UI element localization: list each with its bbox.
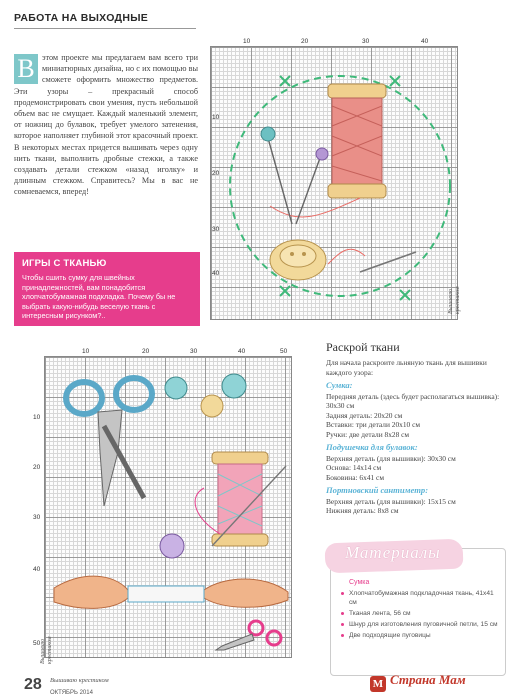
issue-date: ОКТЯБРЬ 2014 bbox=[50, 690, 93, 696]
bottom-x-tick: 20 bbox=[142, 348, 150, 355]
cutting-group-name: Портновский сантиметр: bbox=[326, 485, 429, 495]
top-x-tick: 30 bbox=[362, 38, 370, 45]
bottom-y-tick: 30 bbox=[33, 514, 41, 521]
list-item: Две подходящие пуговицы bbox=[341, 631, 503, 640]
page-number: 28 bbox=[24, 676, 42, 693]
bottom-y-tick: 40 bbox=[33, 566, 41, 573]
title-divider bbox=[14, 28, 196, 29]
bottom-x-tick: 10 bbox=[82, 348, 90, 355]
top-y-tick: 30 bbox=[212, 226, 220, 233]
cutting-line: Вставки: три детали 20x10 см bbox=[326, 420, 421, 429]
list-item: Тканая лента, 56 см bbox=[341, 609, 503, 618]
top-chart-credit: Вышиваю крестиком bbox=[448, 286, 461, 314]
top-y-tick: 10 bbox=[212, 114, 220, 121]
spool-and-pins-motif bbox=[210, 46, 458, 320]
tip-box-title: ИГРЫ С ТКАНЬЮ bbox=[22, 258, 107, 269]
cutting-instructions bbox=[326, 358, 504, 516]
section-title: РАБОТА НА ВЫХОДНЫЕ bbox=[14, 12, 149, 24]
watermark-text: Страна Мам bbox=[390, 672, 466, 687]
cutting-line: Верхняя деталь (для вышивки): 15x15 см bbox=[326, 496, 456, 506]
bottom-y-tick: 20 bbox=[33, 464, 41, 471]
top-x-tick: 40 bbox=[421, 38, 429, 45]
magazine-name: Вышиваю крестиком bbox=[50, 677, 109, 684]
top-y-tick: 40 bbox=[212, 270, 220, 277]
bottom-y-tick: 10 bbox=[33, 414, 41, 421]
intro-paragraph bbox=[14, 52, 198, 198]
top-y-tick: 20 bbox=[212, 170, 220, 177]
bottom-x-tick: 50 bbox=[280, 348, 288, 355]
top-x-tick: 20 bbox=[301, 38, 309, 45]
site-watermark[interactable] bbox=[370, 672, 466, 692]
list-item: Шнур для изготовления пуговичной петли, 15 см bbox=[341, 620, 503, 629]
bottom-y-tick: 50 bbox=[33, 640, 41, 647]
watermark-logo-icon: M bbox=[370, 676, 386, 692]
materials-subtitle: Сумка bbox=[349, 579, 370, 586]
tip-box bbox=[14, 252, 200, 326]
sewing-kit-motif bbox=[44, 356, 292, 658]
cutting-line: Верхняя деталь (для вышивки): 30x30 см bbox=[326, 453, 456, 463]
materials-list bbox=[341, 589, 503, 642]
cutting-title: Раскрой ткани bbox=[326, 340, 400, 354]
materials-box bbox=[330, 543, 506, 676]
bottom-x-tick: 30 bbox=[190, 348, 198, 355]
intro-text: этом проекте мы предлагаем вам всего три миниатюрных дизайна, но с их помощью вы сможете оформить множество предметов. Эти узоры – прекрасный способ продемонстрировать свои умения, пусть небольшой объем вас не смущает. Каждый маленький элемент, от ножниц до булавок, требует умелого затенения, которое наполняет глубиной этот красочный проект. В некоторых местах придется вышивать через одну нить ткани, выполнить дробные стежки, а также создавать детали стежком «назад иголку» и длинным стежком. Справитесь? Мы в вас не сомневаемся, вперед! bbox=[14, 53, 198, 197]
bottom-chart-credit: Вышиваю крестиком bbox=[40, 636, 53, 664]
cutting-line: Боковина: 6x41 см bbox=[326, 472, 385, 482]
cutting-line: Основа: 14x14 см bbox=[326, 463, 382, 472]
drop-cap: В bbox=[14, 54, 38, 84]
cutting-group-name: Сумка: bbox=[326, 380, 353, 390]
bottom-x-tick: 40 bbox=[238, 348, 246, 355]
top-x-tick: 10 bbox=[243, 38, 251, 45]
tip-box-text: Чтобы сшить сумку для швейных принадлежностей, вам понадобится хлопчатобумажная подкладка. Почему бы не выбрать какую-нибудь веселую ткань с интересным рисунком?.. bbox=[22, 273, 176, 321]
materials-title: Материалы bbox=[345, 543, 441, 562]
cutting-line: Задняя деталь: 20x20 см bbox=[326, 410, 403, 420]
cutting-group-name: Подушечка для булавок: bbox=[326, 442, 418, 452]
list-item: Хлопчатобумажная подкладочная ткань, 41x41 см bbox=[341, 589, 503, 607]
cutting-intro: Для начала раскроите льняную ткань для вышивки каждого узора: bbox=[326, 358, 487, 377]
cutting-line: Нижняя деталь: 8x8 см bbox=[326, 506, 399, 515]
cutting-line: Передняя деталь (здесь будет располагаться вышивка): 30x30 см bbox=[326, 391, 500, 410]
cutting-line: Ручки: две детали 8x28 см bbox=[326, 429, 410, 439]
